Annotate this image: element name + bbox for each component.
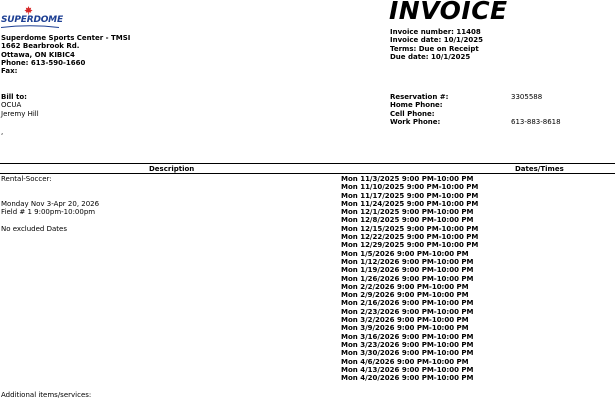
description-line: No excluded Dates: [1, 224, 67, 233]
date-row: Mon 4/20/2026 9:00 PM-10:00 PM: [341, 374, 474, 383]
date-row: Mon 4/6/2026 9:00 PM-10:00 PM: [341, 357, 469, 366]
date-row: Mon 12/22/2025 9:00 PM-10:00 PM: [341, 233, 479, 242]
bill-to-label: Bill to:: [1, 93, 27, 101]
company-line: Superdome Sports Center - TMSI: [1, 34, 131, 42]
date-row: Mon 2/9/2026 9:00 PM-10:00 PM: [341, 291, 469, 300]
date-row: Mon 3/16/2026 9:00 PM-10:00 PM: [341, 332, 474, 341]
description-header: Description: [149, 165, 195, 173]
date-row: Mon 1/19/2026 9:00 PM-10:00 PM: [341, 266, 474, 275]
date-row: Mon 2/2/2026 9:00 PM-10:00 PM: [341, 282, 469, 291]
description-cell: [1, 175, 99, 233]
description-line: [1, 183, 99, 191]
company-line: Fax:: [1, 67, 18, 76]
contact-row: [390, 110, 561, 118]
date-row: Mon 12/1/2025 9:00 PM-10:00 PM: [341, 208, 474, 217]
date-row: Mon 3/23/2026 9:00 PM-10:00 PM: [341, 340, 474, 349]
date-row: Mon 3/2/2026 9:00 PM-10:00 PM: [341, 316, 469, 325]
company-address: [1, 34, 130, 75]
table-top-border: [0, 163, 615, 164]
description-line: Field # 1 9:00pm-10:00pm: [1, 208, 96, 217]
date-row: Mon 3/9/2026 9:00 PM-10:00 PM: [341, 324, 469, 333]
date-row: Mon 1/5/2026 9:00 PM-10:00 PM: [341, 249, 469, 258]
invoice-meta-line: Invoice date: 10/1/2025: [390, 36, 483, 45]
contact-value: 613-883-8618: [511, 117, 561, 126]
bill-to-line: OCUA: [1, 101, 22, 110]
contact-label: Work Phone:: [390, 117, 441, 126]
contact-label: Home Phone:: [390, 101, 443, 110]
bill-to-block: [1, 93, 39, 118]
company-line: Phone: 613-590-1660: [1, 58, 86, 67]
invoice-meta-line: Terms: Due on Receipt: [390, 44, 479, 53]
contact-info: [390, 93, 561, 126]
date-row: Mon 3/30/2026 9:00 PM-10:00 PM: [341, 349, 474, 358]
description-line: Monday Nov 3-Apr 20, 2026: [1, 199, 100, 208]
table-header-border: [0, 173, 615, 174]
date-row: Mon 2/23/2026 9:00 PM-10:00 PM: [341, 307, 474, 316]
bill-to-line: Jeremy Hill: [1, 109, 39, 118]
company-line: Ottawa, ON KIBIC4: [1, 50, 75, 59]
dates-header: Dates/Times: [515, 165, 564, 173]
date-row: Mon 11/3/2025 9:00 PM-10:00 PM: [341, 175, 474, 183]
description-line: [1, 192, 99, 200]
additional-items-label: Additional items/services:: [1, 391, 92, 399]
contact-row: [390, 93, 561, 101]
invoice-meta-line: Invoice number: 11408: [390, 28, 481, 36]
date-row: Mon 1/26/2026 9:00 PM-10:00 PM: [341, 274, 474, 283]
contact-row: [390, 101, 561, 109]
bill-to-trailing: ,: [1, 128, 4, 136]
date-row: Mon 2/16/2026 9:00 PM-10:00 PM: [341, 299, 474, 308]
date-row: Mon 11/10/2025 9:00 PM-10:00 PM: [341, 183, 479, 192]
dates-list: [341, 175, 478, 382]
date-row: Mon 1/12/2026 9:00 PM-10:00 PM: [341, 257, 474, 266]
description-line: Rental-Soccer:: [1, 175, 52, 183]
invoice-title: INVOICE: [389, 0, 508, 25]
date-row: Mon 11/17/2025 9:00 PM-10:00 PM: [341, 191, 479, 200]
contact-label: Reservation #:: [390, 93, 449, 101]
contact-label: Cell Phone:: [390, 109, 435, 118]
company-line: 1662 Bearbrook Rd.: [1, 42, 80, 51]
contact-value: 3305588: [511, 93, 543, 101]
superdome-logo: [1, 4, 61, 26]
description-line: [1, 216, 99, 224]
date-row: Mon 12/8/2025 9:00 PM-10:00 PM: [341, 216, 474, 225]
logo-swoosh: [1, 25, 59, 28]
date-row: Mon 12/15/2025 9:00 PM-10:00 PM: [341, 224, 479, 233]
date-row: Mon 4/13/2026 9:00 PM-10:00 PM: [341, 365, 474, 374]
invoice-meta-line: Due date: 10/1/2025: [390, 52, 471, 61]
date-row: Mon 11/24/2025 9:00 PM-10:00 PM: [341, 199, 479, 208]
invoice-meta: [390, 28, 483, 61]
logo-wordmark: SUPERDOME: [1, 15, 63, 25]
date-row: Mon 12/29/2025 9:00 PM-10:00 PM: [341, 241, 479, 250]
maple-leaf-icon: [24, 6, 33, 15]
contact-row: [390, 118, 561, 126]
